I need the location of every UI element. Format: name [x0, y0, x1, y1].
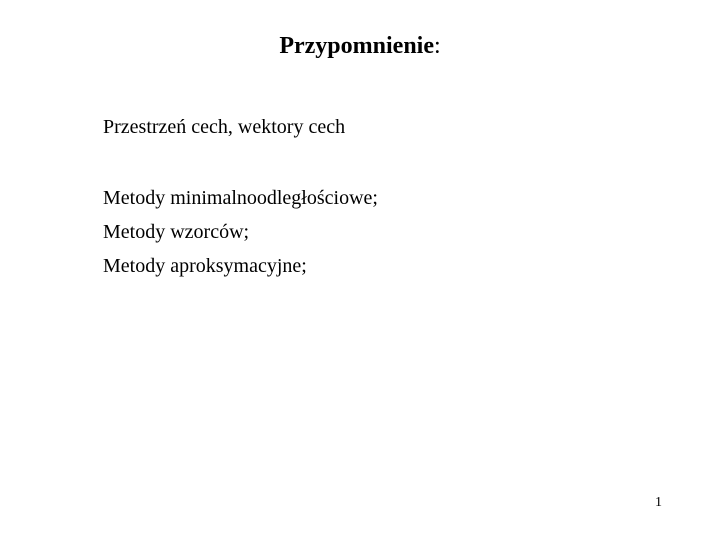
text-line-minimum-distance-methods: Metody minimalnoodległościowe; — [103, 187, 378, 209]
text-line-feature-space: Przestrzeń cech, wektory cech — [103, 116, 346, 138]
text-line-approximation-methods: Metody aproksymacyjne; — [103, 255, 307, 277]
page-number: 1 — [655, 495, 662, 510]
slide-title — [0, 30, 720, 62]
slide-title-colon: : — [433, 33, 441, 59]
text-line-template-methods: Metody wzorców; — [103, 221, 250, 243]
slide-title-text: Przypomnienie — [279, 33, 434, 59]
